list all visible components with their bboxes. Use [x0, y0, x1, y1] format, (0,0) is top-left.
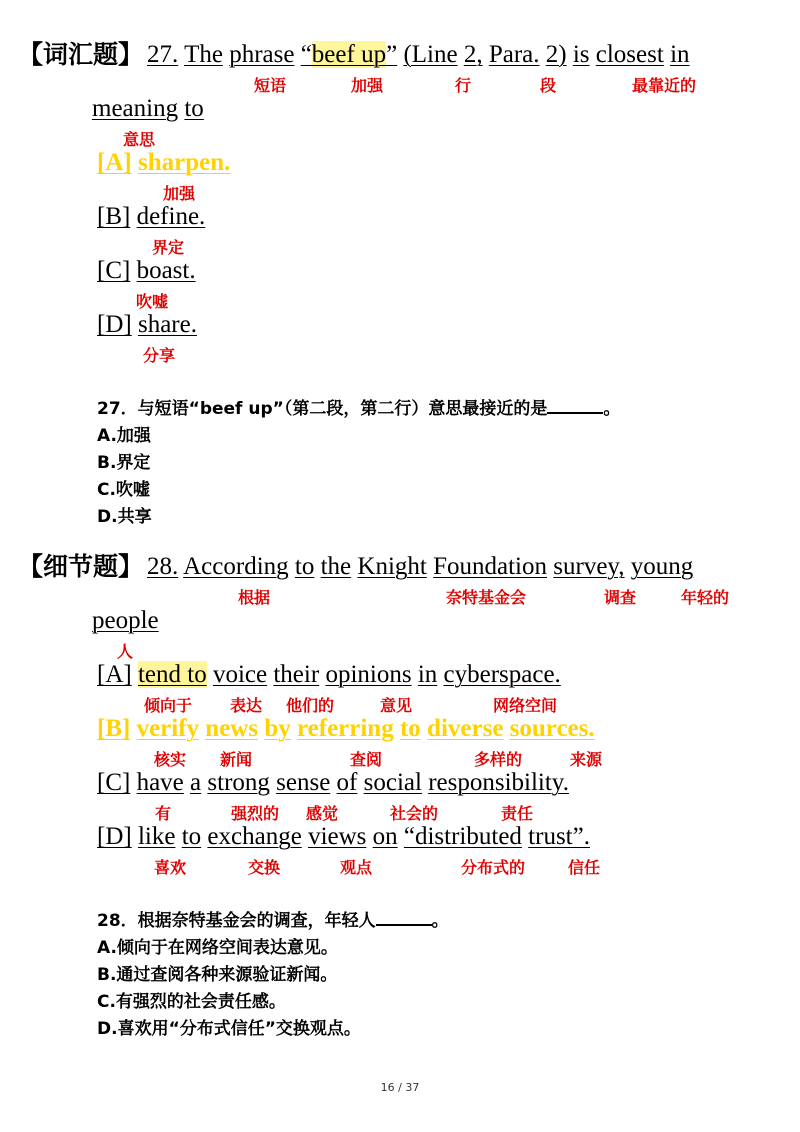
annotation: 新闻: [220, 750, 253, 769]
word: cyberspace.: [443, 661, 561, 688]
word: by: [264, 715, 291, 742]
word: According: [183, 553, 289, 580]
word: sense: [276, 769, 331, 796]
q28-cn-option-a: A.倾向于在网络空间表达意见。: [97, 938, 338, 958]
word: closest: [595, 41, 664, 68]
annotation: 感觉: [306, 804, 339, 823]
word: to: [399, 715, 421, 742]
annotation: 意见: [380, 696, 413, 715]
q28-stem-line1: [147, 552, 693, 582]
word: 2,: [463, 41, 483, 68]
word: to: [294, 553, 315, 580]
q27-cn-option-c: C.吹嘘: [97, 480, 150, 500]
annotation: 网络空间: [493, 696, 558, 715]
option-letter: [B]: [97, 203, 131, 230]
option-letter: [A]: [97, 149, 132, 176]
word: news: [205, 715, 259, 742]
annotation: 信任: [568, 858, 601, 877]
word: referring: [297, 715, 394, 742]
word: people: [92, 607, 159, 634]
annotation: 短语: [254, 76, 287, 95]
q28-option-b: [97, 714, 595, 744]
q28-number: 28.: [147, 553, 179, 580]
word: strong: [207, 769, 270, 796]
q27-cn-option-a: A.加强: [97, 426, 151, 446]
option-letter: [B]: [97, 715, 131, 742]
word: like: [137, 823, 176, 850]
word: to: [181, 823, 202, 850]
q28-cn-option-c: C.有强烈的社会责任感。: [97, 992, 286, 1012]
q27-option-b: [97, 202, 205, 232]
annotation: 多样的: [474, 750, 523, 769]
annotation: 有: [155, 804, 172, 823]
q27-stem-line1: [147, 40, 690, 70]
q27-number: 27.: [147, 41, 179, 68]
word: Foundation: [433, 553, 548, 580]
word: is: [572, 41, 590, 68]
annotation: 交换: [248, 858, 281, 877]
q27-option-c: [97, 256, 196, 286]
word: have: [136, 769, 184, 796]
annotation: 段: [540, 76, 557, 95]
q27-tag: 【词汇题】: [18, 40, 144, 69]
answer-blank: [547, 398, 603, 414]
q28-cn-option-b: B.通过查阅各种来源验证新闻。: [97, 965, 338, 985]
q27-cn-stem: 27．与短语“beef up”（第二段，第二行）意思最接近的是 。: [97, 399, 621, 419]
option-letter: [D]: [97, 823, 132, 850]
q27-option-d: [97, 310, 197, 340]
word: sources.: [509, 715, 595, 742]
word: young: [630, 553, 694, 580]
annotation: 责任: [501, 804, 534, 823]
word: social: [363, 769, 422, 796]
word: the: [320, 553, 352, 580]
annotation: 加强: [351, 76, 384, 95]
annotation: 最靠近的: [632, 76, 697, 95]
option-text: share.: [137, 311, 197, 338]
word: their: [273, 661, 320, 688]
word: diverse: [427, 715, 504, 742]
option-letter: [C]: [97, 257, 131, 284]
word: The: [184, 41, 223, 68]
annotation: 他们的: [286, 696, 335, 715]
q27-cn-option-b: B.界定: [97, 453, 151, 473]
word: (Line: [403, 41, 458, 68]
word: views: [308, 823, 367, 850]
word: responsibility.: [428, 769, 569, 796]
word: opinions: [325, 661, 412, 688]
q28-stem-line2: [92, 606, 159, 636]
annotation: 行: [455, 76, 472, 95]
q28-cn-stem: 28．根据奈特基金会的调查，年轻人 。: [97, 911, 449, 931]
annotation: 吹嘘: [136, 292, 169, 311]
word: in: [670, 41, 690, 68]
annotation: 观点: [340, 858, 373, 877]
word: Knight: [357, 553, 427, 580]
word: to: [184, 95, 204, 122]
annotation: 核实: [154, 750, 187, 769]
option-letter: [C]: [97, 769, 131, 796]
annotation: 根据: [238, 588, 271, 607]
q28-option-d: [97, 822, 590, 852]
word: voice: [212, 661, 268, 688]
word: a: [190, 769, 202, 796]
word: exchange: [207, 823, 302, 850]
highlighted-phrase: beef up: [311, 41, 387, 68]
annotation: 强烈的: [231, 804, 280, 823]
word: in: [417, 661, 438, 688]
annotation: 意思: [123, 130, 156, 149]
word: verify: [136, 715, 200, 742]
annotation: 界定: [152, 238, 185, 257]
word: “beef up”: [300, 41, 398, 68]
annotation: 分布式的: [461, 858, 526, 877]
word: phrase: [229, 41, 295, 68]
annotation: 倾向于: [144, 696, 193, 715]
highlighted-phrase: tend to: [137, 661, 207, 688]
annotation: 社会的: [390, 804, 439, 823]
annotation: 表达: [230, 696, 263, 715]
option-text: boast.: [136, 257, 196, 284]
word: on: [372, 823, 398, 850]
annotation: 分享: [143, 346, 176, 365]
page-number: 16 / 37: [380, 1081, 420, 1094]
q27-stem-line2: [92, 94, 204, 124]
option-text: define.: [136, 203, 206, 230]
word: 2): [545, 41, 567, 68]
q28-option-c: [97, 768, 569, 798]
q28-tag: 【细节题】: [18, 552, 144, 581]
word: trust”.: [528, 823, 590, 850]
word: survey,: [553, 553, 625, 580]
annotation: 人: [117, 642, 134, 661]
annotation: 加强: [163, 184, 196, 203]
annotation: 来源: [570, 750, 603, 769]
answer-blank: [376, 910, 432, 926]
annotation: 喜欢: [154, 858, 187, 877]
q27-cn-option-d: D.共享: [97, 507, 152, 527]
q28-option-a: [97, 660, 561, 690]
annotation: 年轻的: [681, 588, 730, 607]
annotation: 奈特基金会: [446, 588, 527, 607]
option-letter: [D]: [97, 311, 132, 338]
word: Para.: [488, 41, 540, 68]
annotation: 调查: [604, 588, 637, 607]
word: meaning: [92, 95, 179, 122]
word: of: [336, 769, 358, 796]
option-letter: [A]: [97, 661, 132, 688]
q28-cn-option-d: D.喜欢用“分布式信任”交换观点。: [97, 1019, 361, 1039]
option-text: sharpen.: [137, 149, 231, 176]
word: “distributed: [403, 823, 522, 850]
q27-option-a: [97, 148, 230, 178]
annotation: 查阅: [350, 750, 383, 769]
